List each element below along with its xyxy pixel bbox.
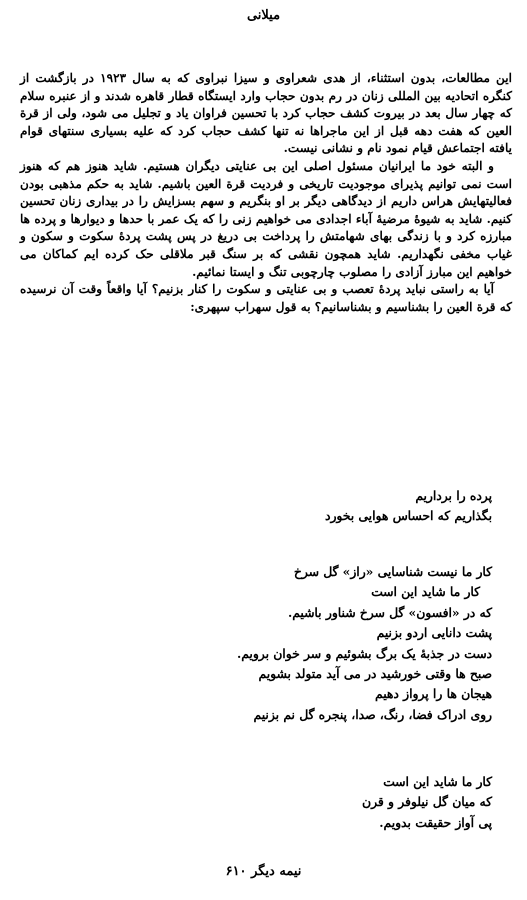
poem-stanza-3 bbox=[20, 772, 492, 833]
prose-body bbox=[20, 70, 512, 316]
poem-line: صبح ها وقتی خورشید در می آید متولد بشویم bbox=[258, 666, 492, 682]
page-footer: نیمه دیگر ۶۱۰ bbox=[225, 864, 302, 879]
poem-line: روی ادراک فضا، رنگ، صدا، پنجره گل نم بزنیم bbox=[253, 706, 492, 722]
poem-line: که میان گل نیلوفر و قرن bbox=[362, 794, 492, 810]
poem-line: پرده را برداریم bbox=[415, 488, 492, 503]
paragraph-2: و البته خود ما ایرانیان مسئول اصلی این بی عنایتی دیگران هستیم. شاید هنوز هم که هنوز است نمی توانیم پذیرای موجودیت تاریخی و فردیت قرة العین باشیم. شاید به حکم مذهبی بودن فعالیتهایش هراس داریم از دیدگاهی دیگر بر او بنگریم و سهم بسزایش را در بیداری زنان تحسین کنیم. شاید به شیوهٔ مرضیهٔ آباء اجدادی می خواهیم زنی را که یک عمر با حدها و دیوارها و پرده ها مبارزه کرد و با زندگی بهای شهامتش را پرداخت بی دریغ در پس پشت پردهٔ سکوت و سکون و غیاب مخفی نگهداریم. شاید همچون نقشی که بر سنگ قبر ملاقلی حک کرده ایم کماکان می خواهیم این مبارز آزادی را مصلوب چارچوبی تنگ و ایستا نمائیم. bbox=[20, 158, 512, 279]
poem-stanza-2 bbox=[20, 562, 492, 725]
poem-line: پی آواز حقیقت بدویم. bbox=[379, 814, 492, 830]
poem-line: که در «افسون» گل سرخ شناور باشیم. bbox=[287, 604, 492, 620]
poem-line: دست در جذبهٔ یک برگ بشوئیم و سر خوان برویم. bbox=[236, 645, 492, 661]
poem-line: بگذاریم که احساس هوایی بخورد bbox=[325, 508, 492, 524]
poem-line: پشت دانایی اردو بزنیم bbox=[376, 625, 492, 641]
page-header-title: میلانی bbox=[246, 8, 281, 23]
poem-line: کار ما شاید این است bbox=[383, 774, 492, 789]
paragraph-1: این مطالعات، بدون استثناء، از هدی شعراوی و سیزا نبراوی که به سال ۱۹۲۳ در بازگشت از کنگره اتحادیه بین المللی زنان در رم بدون حجاب وارد ایستگاه قطار قاهره شدند و از عنبره سلام که چهار سال بعد در بیروت کشف حجاب کرد با تحسین فراوان یاد و تجلیل می شود، ولی از قرة العین که هفت دهه قبل از این ماجراها نه تنها کشف حجاب کرد که علیه بسیاری سنتهای قوام یافته اجتماعش قیام نمود نام و نشانی نیست. bbox=[20, 71, 512, 156]
poem-stanza-1 bbox=[20, 486, 492, 527]
paragraph-3: آیا به راستی نباید پردهٔ تعصب و بی عنایتی و سکوت را کنار بزنیم؟ آیا واقعاً وقت آن نرسیده که قرة العین را بشناسیم و بشناسانیم؟ به قول سهراب سپهری: bbox=[20, 282, 512, 314]
poem-line: کار ما نیست شناسایی «راز» گل سرخ bbox=[293, 564, 492, 579]
poem-line: هیجان ها را پرواز دهیم bbox=[375, 686, 492, 702]
poem-line: کار ما شاید این است bbox=[371, 584, 480, 600]
